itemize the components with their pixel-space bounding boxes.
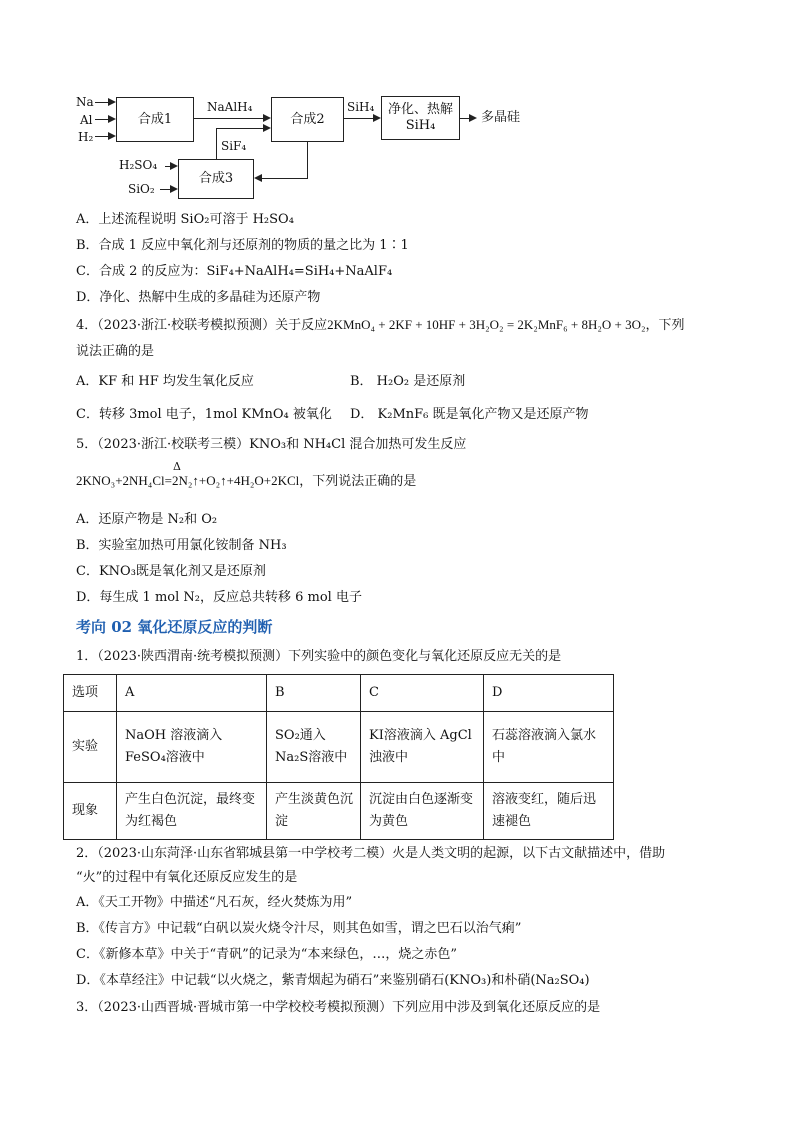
table-cell: NaOH 溶液滴入 FeSO₄溶液中 <box>117 712 267 783</box>
q3-option-a: A．上述流程说明 SiO₂可溶于 H₂SO₄ <box>76 212 294 227</box>
q5-equation-line <box>76 472 416 491</box>
input-al: Al <box>80 113 93 127</box>
s2-option-c: C．《新修本草》中关于“青矾”的记录为“本来绿色，…，烧之赤色” <box>76 947 458 962</box>
table-cell: 石蕊溶液滴入氯水中 <box>484 712 614 783</box>
q5-option-b: B．实验室加热可用氯化铵制备 NH₃ <box>76 538 287 553</box>
s2-option-b: B．《传言方》中记载“白矾以炭火烧令汁尽，则其色如雪，谓之巴石以治气痢” <box>76 921 522 936</box>
s2-option-a: A．《天工开物》中描述“凡石灰，经火焚炼为用” <box>76 895 353 910</box>
experiment-table <box>63 674 614 840</box>
box-purify-line1: 净化、热解 <box>387 102 453 117</box>
s3-stem: 3．（2023·山西晋城·晋城市第一中学校校考模拟预测）下列应用中涉及到氧化还原反应的是 <box>76 1000 601 1015</box>
table-cell: 溶液变红，随后迅速褪色 <box>484 783 614 840</box>
label-sif4: SiF₄ <box>221 139 247 153</box>
q4-option-b: B． H₂O₂ 是还原剂 <box>350 374 466 389</box>
label-sih4: SiH₄ <box>347 100 375 114</box>
q5-option-d: D．每生成 1 mol N₂，反应总共转移 6 mol 电子 <box>76 590 362 605</box>
table-cell: SO₂通入 Na₂S溶液中 <box>267 712 361 783</box>
table-cell: A <box>117 675 267 712</box>
q5-equation: 2KNO₃+2NH₄Cl=2N₂↑+O₂↑+4H₂O+2KCl <box>76 473 300 488</box>
q4-option-a: A．KF 和 HF 均发生氧化反应 <box>76 374 254 389</box>
s2-stem-line1: 2．（2023·山东菏泽·山东省郓城县第一中学校考二模）火是人类文明的起源，以下古文献描述中，借助 <box>76 846 666 861</box>
q4-stem-line2: 说法正确的是 <box>76 344 155 359</box>
input-na: Na <box>76 95 94 109</box>
table-cell: 实验 <box>64 712 117 783</box>
table-cell: 沉淀由白色逐渐变为黄色 <box>361 783 484 840</box>
label-naalh4: NaAlH₄ <box>207 100 253 114</box>
table-row <box>64 712 614 783</box>
input-h2: H₂ <box>78 130 94 144</box>
box-synthesis-2: 合成2 <box>271 97 344 142</box>
s2-option-d: D．《本草经注》中记载“以火烧之，紫青烟起为硝石”来鉴别硝石(KNO₃)和朴硝(Na₂SO₄) <box>76 973 590 988</box>
table-row <box>64 675 614 712</box>
q3-option-c: C．合成 2 的反应为：SiF₄+NaAlH₄=SiH₄+NaAlF₄ <box>76 264 393 279</box>
q4-stem-suffix: ，下列 <box>645 318 685 333</box>
table-row <box>64 783 614 840</box>
q3-option-d: D．净化、热解中生成的多晶硅为还原产物 <box>76 290 321 305</box>
box-purify-line2: SiH₄ <box>405 118 436 133</box>
q3-option-b: B．合成 1 反应中氧化剂与还原剂的物质的量之比为 1∶1 <box>76 238 409 253</box>
s2-stem-line2: “火”的过程中有氧化还原反应发生的是 <box>76 870 298 885</box>
box-synthesis-3: 合成3 <box>178 159 254 199</box>
q4-stem-prefix: 4．（2023·浙江·校联考模拟预测）关于反应 <box>76 318 328 333</box>
q5-stem: 5．（2023·浙江·校联考三模）KNO₃和 NH₄Cl 混合加热可发生反应 <box>76 437 467 452</box>
q5-option-c: C．KNO₃既是氧化剂又是还原剂 <box>76 564 266 579</box>
table-cell: D <box>484 675 614 712</box>
input-sio2: SiO₂ <box>128 182 155 196</box>
q5-option-a: A．还原产物是 N₂和 O₂ <box>76 512 218 527</box>
output-polysilicon: 多晶硅 <box>481 110 521 125</box>
s1-stem: 1．（2023·陕西渭南·统考模拟预测）下列实验中的颜色变化与氧化还原反应无关的是 <box>76 649 562 664</box>
box-synthesis-1: 合成1 <box>116 97 194 142</box>
table-cell: 产生淡黄色沉淀 <box>267 783 361 840</box>
section-heading: 考向 02 氧化还原反应的判断 <box>76 618 273 636</box>
table-cell: B <box>267 675 361 712</box>
q4-option-c: C．转移 3mol 电子，1mol KMnO₄ 被氧化 <box>76 407 332 422</box>
q5-delta: Δ <box>173 460 181 473</box>
q5-stem-suffix: ，下列说法正确的是 <box>299 474 417 489</box>
table-cell: C <box>361 675 484 712</box>
table-cell: 产生白色沉淀，最终变为红褐色 <box>117 783 267 840</box>
table-cell: 选项 <box>64 675 117 712</box>
table-cell: 现象 <box>64 783 117 840</box>
q4-equation: 2KMnO₄ + 2KF + 10HF + 3H₂O₂ = 2K₂MnF₆ + 8H₂O + 3O₂ <box>327 317 646 332</box>
q4-stem <box>76 316 685 335</box>
input-h2so4: H₂SO₄ <box>119 158 158 172</box>
table-cell: KI溶液滴入 AgCl 浊液中 <box>361 712 484 783</box>
q4-option-d: D． K₂MnF₆ 既是氧化产物又是还原产物 <box>350 407 589 422</box>
box-purify-pyrolysis <box>381 96 460 140</box>
